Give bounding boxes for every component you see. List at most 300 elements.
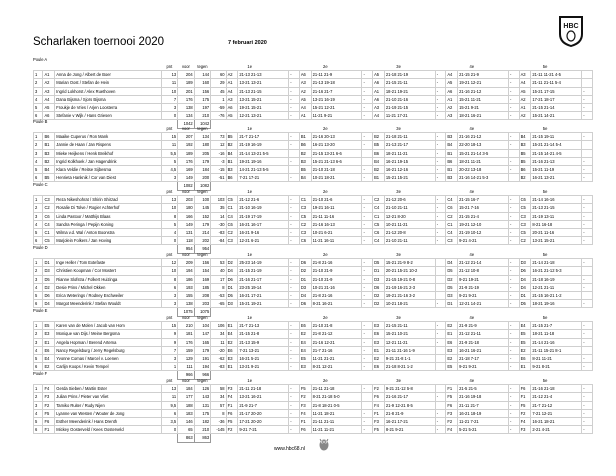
diff-cell: -51 <box>211 174 226 182</box>
dash-cell <box>435 292 446 300</box>
score-cell: 10-21 6-21 <box>311 229 362 237</box>
dash-cell: - <box>582 104 593 112</box>
player-name-cell: Sandra Peringa / Pepijn Koning <box>55 220 161 228</box>
opponent-cell: F2 <box>226 426 238 434</box>
score-cell: 19-21 15-21 <box>238 104 289 112</box>
player-id-cell: A4 <box>43 95 55 103</box>
player-name-cell: Karen van de Molen / Jacob van Hom <box>55 322 161 330</box>
dash-cell: - <box>582 259 593 267</box>
opponent-cell: A2 <box>299 87 311 95</box>
score-cell: 21-14 21-16 <box>531 338 582 346</box>
score-cell: 15-21 9-21 <box>458 104 509 112</box>
voor-cell: 176 <box>178 338 195 346</box>
voor-cell: 138 <box>178 300 195 308</box>
opponent-cell: E4 <box>519 322 531 330</box>
header-blank <box>55 63 161 71</box>
score-cell: 16-21 13-20 <box>311 141 362 149</box>
dash-cell: - <box>508 220 519 228</box>
score-cell: 21-19 13-11 <box>531 212 582 220</box>
dash-cell: - <box>289 338 300 346</box>
points-cell: 5 <box>161 157 178 165</box>
dash-cell: - <box>582 363 593 371</box>
header-blank <box>55 314 161 322</box>
score-cell: 21-12 20-8 <box>384 229 435 237</box>
dash-cell: - <box>508 401 519 409</box>
score-cell: 21-16 20-13 <box>311 133 362 141</box>
header-round: 1e <box>211 63 289 71</box>
dash-cell: - <box>362 133 373 141</box>
score-cell: 7-21 17-21 <box>238 174 289 182</box>
score-cell: 21-8 18-21 0-5 <box>311 401 362 409</box>
header-row <box>34 377 593 385</box>
diff-cell: -16 <box>211 149 226 157</box>
player-id-cell: E1 <box>43 338 55 346</box>
table-row <box>34 149 593 157</box>
opponent-cell: D2 <box>446 275 458 283</box>
score-cell: 21-11 21-11 <box>311 418 362 426</box>
header-pnt: pnt <box>161 377 178 385</box>
score-cell: 11-21 9-21 <box>311 112 362 120</box>
dash-cell: - <box>508 95 519 103</box>
score-cell: 21-9 21-7 <box>238 401 289 409</box>
score-cell: 15-21 21-9 8-2 <box>384 259 435 267</box>
opponent-cell: B4 <box>446 141 458 149</box>
player-id-cell: A3 <box>43 87 55 95</box>
tegen-cell: 179 <box>194 220 211 228</box>
dash-cell <box>508 149 519 157</box>
player-id-cell: C3 <box>43 196 55 204</box>
score-cell: 21-7 21-13 <box>238 322 289 330</box>
score-cell: 21-16 21-12 <box>458 87 509 95</box>
tegen-cell: 210 <box>194 426 211 434</box>
score-cell: 21-10 21-11 <box>384 237 435 245</box>
header-pnt: pnt <box>161 188 178 196</box>
dash-cell: - <box>582 196 593 204</box>
opponent-cell: D4 <box>446 259 458 267</box>
score-cell: 21-15 21-11 <box>384 322 435 330</box>
diff-cell: 103 <box>211 196 226 204</box>
opponent-cell: C4 <box>226 212 238 220</box>
score-cell: 13-21 15-21 <box>531 237 582 245</box>
score-cell: 21-11 21-16 1-9 <box>384 346 435 354</box>
score-cell: 21-15 19-11 <box>531 133 582 141</box>
opponent-cell: D2 <box>299 267 311 275</box>
table-row <box>34 220 593 228</box>
score-cell: 21-13 21-13 <box>238 71 289 79</box>
rank-cell: 4 <box>34 283 43 291</box>
score-cell: 21-18 8-21 1-2 <box>384 363 435 371</box>
opponent-cell: B3 <box>446 133 458 141</box>
dash-cell: - <box>362 426 373 434</box>
score-cell: 20-21 15-21 10-2 <box>384 267 435 275</box>
dash-cell: - <box>435 112 446 120</box>
opponent-cell: F6 <box>299 426 311 434</box>
dash-cell: - <box>582 95 593 103</box>
voor-cell: 188 <box>178 401 195 409</box>
score-cell: 21-15 16-21 1-2 <box>531 292 582 300</box>
header-round: 3e <box>362 251 435 259</box>
player-name-cell: Rianne Slofstra / Folkert Huizinga <box>55 275 161 283</box>
opponent-cell: A3 <box>299 79 311 87</box>
score-cell: 15-21 21-14 3-5 <box>458 149 509 157</box>
score-cell: 21-13 19-18 <box>311 79 362 87</box>
header-blank <box>55 125 161 133</box>
opponent-cell: A5 <box>226 112 238 120</box>
score-cell: 21-8 21-16 <box>311 259 362 267</box>
player-id-cell: F5 <box>43 409 55 417</box>
dash-cell: - <box>508 385 519 393</box>
table-row <box>34 87 593 95</box>
opponent-cell: F6 <box>446 401 458 409</box>
points-cell: 6 <box>161 409 178 417</box>
opponent-cell: C5 <box>299 212 311 220</box>
header-blank <box>55 251 161 259</box>
dash-cell: - <box>508 212 519 220</box>
score-cell: 9-21 9-21 <box>458 363 509 371</box>
opponent-cell: C3 <box>519 220 531 228</box>
opponent-cell: F5 <box>226 418 238 426</box>
points-cell: 3 <box>161 174 178 182</box>
opponent-cell: E6 <box>226 346 238 354</box>
score-cell: 21-11 21-18 <box>238 385 289 393</box>
dash-cell: - <box>435 322 446 330</box>
dash-cell: - <box>362 292 373 300</box>
opponent-cell: E1 <box>446 330 458 338</box>
dash-cell: - <box>435 418 446 426</box>
table-row <box>34 418 593 426</box>
poule-name: Poule F <box>33 371 48 376</box>
dash-cell: - <box>435 212 446 220</box>
voor-cell: 149 <box>178 174 195 182</box>
score-cell: 11-21 17-21 <box>384 112 435 120</box>
opponent-cell: D6 <box>373 283 385 291</box>
header-blank <box>34 314 43 322</box>
opponent-cell: B2 <box>226 141 238 149</box>
opponent-cell: A1 <box>299 112 311 120</box>
opponent-cell: C2 <box>519 237 531 245</box>
dash-cell: - <box>362 355 373 363</box>
opponent-cell: C3 <box>519 212 531 220</box>
dash-cell: - <box>289 157 300 165</box>
diff-cell: 35 <box>211 204 226 212</box>
header-round: 5e <box>508 125 581 133</box>
score-cell: 21-15 21-4 <box>458 212 509 220</box>
opponent-cell: E4 <box>226 330 238 338</box>
dash-cell: - <box>362 409 373 417</box>
dash-cell <box>582 79 593 87</box>
opponent-cell: A4 <box>446 71 458 79</box>
opponent-cell: A2 <box>519 95 531 103</box>
header-blank <box>34 125 43 133</box>
dash-cell: - <box>435 95 446 103</box>
tegen-cell: 197 <box>194 104 211 112</box>
player-name-cell: Linda Pastoor / Matthijs Blaas <box>55 212 161 220</box>
opponent-cell: B3 <box>226 166 238 174</box>
tegen-cell: 184 <box>194 166 211 174</box>
score-cell: 9-21 21-8 1-1 <box>384 355 435 363</box>
voor-cell: 166 <box>178 212 195 220</box>
rank-cell: 4 <box>34 157 43 165</box>
opponent-cell: E3 <box>373 338 385 346</box>
dash-cell: - <box>508 283 519 291</box>
opponent-cell: A3 <box>226 95 238 103</box>
table-row <box>34 346 593 354</box>
dash-cell: - <box>508 346 519 354</box>
opponent-cell: F1 <box>373 409 385 417</box>
table-row <box>34 133 593 141</box>
score-cell: 21-16 21-7 <box>311 87 362 95</box>
opponent-cell: B4 <box>226 149 238 157</box>
opponent-cell: A1 <box>373 87 385 95</box>
opponent-cell: B2 <box>373 133 385 141</box>
tegen-cell: 156 <box>194 87 211 95</box>
score-cell: 21-16 21-12 <box>458 133 509 141</box>
opponent-cell: D2 <box>373 300 385 308</box>
score-cell: 9-21 9-21 <box>458 292 509 300</box>
points-cell: 0 <box>161 237 178 245</box>
opponent-cell: D1 <box>373 267 385 275</box>
total-voor: 954 <box>178 245 195 253</box>
diff-cell: -76 <box>211 112 226 120</box>
diff-cell: 58 <box>211 385 226 393</box>
opponent-cell: C6 <box>519 196 531 204</box>
rank-cell: 3 <box>34 149 43 157</box>
dash-cell <box>582 71 593 79</box>
poule-name: Poule E <box>33 308 48 313</box>
header-blank <box>43 314 55 322</box>
header-blank <box>34 188 43 196</box>
score-cell: 15-21 11-21 <box>458 95 509 103</box>
diff-cell: 57 <box>211 401 226 409</box>
score-cell: 21-8 21-9 <box>384 409 435 417</box>
score-cell: 20-21 11-16 <box>531 229 582 237</box>
player-id-cell: D3 <box>43 267 55 275</box>
totals-blank <box>43 434 55 442</box>
opponent-cell: F6 <box>519 385 531 393</box>
opponent-cell: D4 <box>519 275 531 283</box>
dash-cell: - <box>289 330 300 338</box>
score-cell: 21-14 13-21 5-5 <box>238 149 289 157</box>
dash-cell: - <box>289 346 300 354</box>
dash-cell: - <box>362 220 373 228</box>
score-cell: 21-17 20-20 <box>238 409 289 417</box>
diff-cell: 45 <box>211 87 226 95</box>
opponent-cell: B6 <box>299 141 311 149</box>
dash-cell: - <box>582 418 593 426</box>
svg-text:HBC: HBC <box>563 23 579 30</box>
rank-cell: 2 <box>34 330 43 338</box>
header-round: 2e <box>289 63 362 71</box>
opponent-cell: E2 <box>373 355 385 363</box>
tegen-cell: 160 <box>194 79 211 87</box>
score-cell: 15-21 21-13 6-6 <box>311 157 362 165</box>
header-round: 4e <box>435 63 508 71</box>
dash-cell: - <box>435 220 446 228</box>
dash-cell: - <box>289 71 300 79</box>
dash-cell: - <box>508 229 519 237</box>
score-cell: 19-21 12-10 <box>458 220 509 228</box>
dash-cell <box>435 385 446 393</box>
opponent-cell: F5 <box>446 393 458 401</box>
opponent-cell: A6 <box>299 71 311 79</box>
header-pnt: pnt <box>161 63 178 71</box>
table-row <box>34 196 593 204</box>
player-name-cell: Jannie de Haan / Jan Rispens <box>55 141 161 149</box>
score-cell: 11-21 18-21 <box>311 409 362 417</box>
dash-cell: - <box>582 393 593 401</box>
footer-url: www.hbc68.nl <box>274 446 305 452</box>
dash-cell: - <box>362 283 373 291</box>
points-cell: 5 <box>161 220 178 228</box>
opponent-cell: B5 <box>519 149 531 157</box>
tegen-cell: 145 <box>194 204 211 212</box>
points-cell: 3 <box>161 300 178 308</box>
dash-cell: - <box>289 220 300 228</box>
score-cell: 21-7 21-17 <box>238 133 289 141</box>
player-name-cell: Monique van Dijs / Meine Bergsma <box>55 330 161 338</box>
header-voor: voor <box>178 63 195 71</box>
opponent-cell: B3 <box>519 141 531 149</box>
diff-cell: -84 <box>211 237 226 245</box>
dash-cell: - <box>362 267 373 275</box>
player-name-cell: Mieke Heijkens / Henk Breikhof <box>55 149 161 157</box>
player-id-cell: B2 <box>43 157 55 165</box>
dash-cell: - <box>362 174 373 182</box>
dash-cell: - <box>289 237 300 245</box>
score-cell: 13-21 16-21 <box>238 393 289 401</box>
score-cell: 11-21 7-21 <box>458 418 509 426</box>
score-cell: 21-11 21-9 <box>311 71 362 79</box>
score-cell: 21-19 17-19 <box>238 212 289 220</box>
table-row <box>34 79 593 87</box>
dash-cell: - <box>508 409 519 417</box>
dash-cell: - <box>435 393 446 401</box>
score-cell: 21-9 21-19 <box>458 283 509 291</box>
player-id-cell: D5 <box>43 275 55 283</box>
diff-cell: 8 <box>211 283 226 291</box>
score-cell: 9-21 8-21 <box>531 363 582 371</box>
total-tegen: 966 <box>194 371 211 379</box>
tegen-cell: 156 <box>194 259 211 267</box>
opponent-cell: F1 <box>226 401 238 409</box>
points-cell: 11 <box>161 393 178 401</box>
tegen-cell: 182 <box>194 418 211 426</box>
points-cell: 10 <box>161 204 178 212</box>
opponent-cell: B3 <box>446 174 458 182</box>
rank-cell: 2 <box>34 204 43 212</box>
player-id-cell: B4 <box>43 166 55 174</box>
diff-cell: 106 <box>211 322 226 330</box>
score-cell: 21-10 21-6 <box>311 196 362 204</box>
total-voor: 1042 <box>178 120 195 128</box>
voor-cell: 129 <box>178 355 195 363</box>
opponent-cell: F1 <box>299 418 311 426</box>
dash-cell: - <box>435 338 446 346</box>
dash-cell: - <box>582 275 593 283</box>
diff-cell: -15 <box>211 166 226 174</box>
dash-cell: - <box>362 363 373 371</box>
total-voor: 1082 <box>178 182 195 190</box>
opponent-cell: B1 <box>299 133 311 141</box>
score-cell: 18-21 11-21 <box>458 157 509 165</box>
diff-cell: -53 <box>211 292 226 300</box>
player-id-cell: F6 <box>43 418 55 426</box>
table-row <box>34 267 593 275</box>
player-name-cell: Inge Heller / Tom Extefaste <box>55 259 161 267</box>
opponent-cell: A5 <box>446 79 458 87</box>
header-voor: voor <box>178 188 195 196</box>
score-cell: 21-8 21-16 <box>311 292 362 300</box>
score-cell: 21-15 21-14 <box>531 104 582 112</box>
dash-cell: - <box>362 346 373 354</box>
opponent-cell: F1 <box>519 393 531 401</box>
score-cell: 21-14 21-18 <box>531 259 582 267</box>
opponent-cell: E3 <box>226 355 238 363</box>
rank-cell: 3 <box>34 212 43 220</box>
score-cell: 21-12 20-6 <box>384 196 435 204</box>
opponent-cell: F5 <box>373 426 385 434</box>
opponent-cell: E6 <box>519 355 531 363</box>
player-name-cell: Ingrid Lokhorst / Alex Ruethoven <box>55 87 161 95</box>
dash-cell: - <box>508 71 519 79</box>
dash-cell: - <box>289 300 300 308</box>
dash-cell: - <box>289 212 300 220</box>
dash-cell: - <box>582 283 593 291</box>
opponent-cell: F3 <box>299 401 311 409</box>
opponent-cell: C5 <box>519 229 531 237</box>
dash-cell: - <box>508 157 519 165</box>
opponent-cell: E6 <box>446 338 458 346</box>
score-cell: 23-25 19-14 <box>238 283 289 291</box>
opponent-cell: C3 <box>299 204 311 212</box>
opponent-cell: C2 <box>373 196 385 204</box>
opponent-cell: C5 <box>519 204 531 212</box>
table-row <box>34 229 593 237</box>
diff-cell: -36 <box>211 418 226 426</box>
header-voor: voor <box>178 377 195 385</box>
score-cell: 21-10 21-9 <box>311 275 362 283</box>
table-row <box>34 355 593 363</box>
score-cell: 13-21 16-19 <box>311 95 362 103</box>
dash-cell: - <box>435 166 446 174</box>
player-name-cell: Nancy Regelsburg / Jerry Regelsburg <box>55 346 161 354</box>
opponent-cell: E2 <box>446 322 458 330</box>
score-cell: 11-21 16-11 <box>311 237 362 245</box>
score-cell: 21-13 15-9 <box>238 338 289 346</box>
dash-cell: - <box>582 112 593 120</box>
player-id-cell: B3 <box>43 149 55 157</box>
header-round: 2e <box>289 251 362 259</box>
page-title: Scharlaken toernooi 2020 <box>33 36 165 48</box>
player-id-cell: F2 <box>43 401 55 409</box>
header-pnt: pnt <box>161 314 178 322</box>
opponent-cell: B4 <box>373 157 385 165</box>
rank-cell: 6 <box>34 363 43 371</box>
dash-cell: - <box>289 104 300 112</box>
voor-cell: 138 <box>178 104 195 112</box>
dash-cell: - <box>289 426 300 434</box>
score-cell: 7-21 13-21 <box>238 346 289 354</box>
opponent-cell: A2 <box>446 104 458 112</box>
opponent-cell: A3 <box>373 104 385 112</box>
points-cell: 1 <box>161 363 178 371</box>
score-cell: 19-21 12-21 <box>458 79 509 87</box>
dash-cell: - <box>362 322 373 330</box>
opponent-cell: C1 <box>299 196 311 204</box>
dash-cell <box>435 283 446 291</box>
dash-cell: - <box>582 237 593 245</box>
poule-f <box>33 370 593 443</box>
